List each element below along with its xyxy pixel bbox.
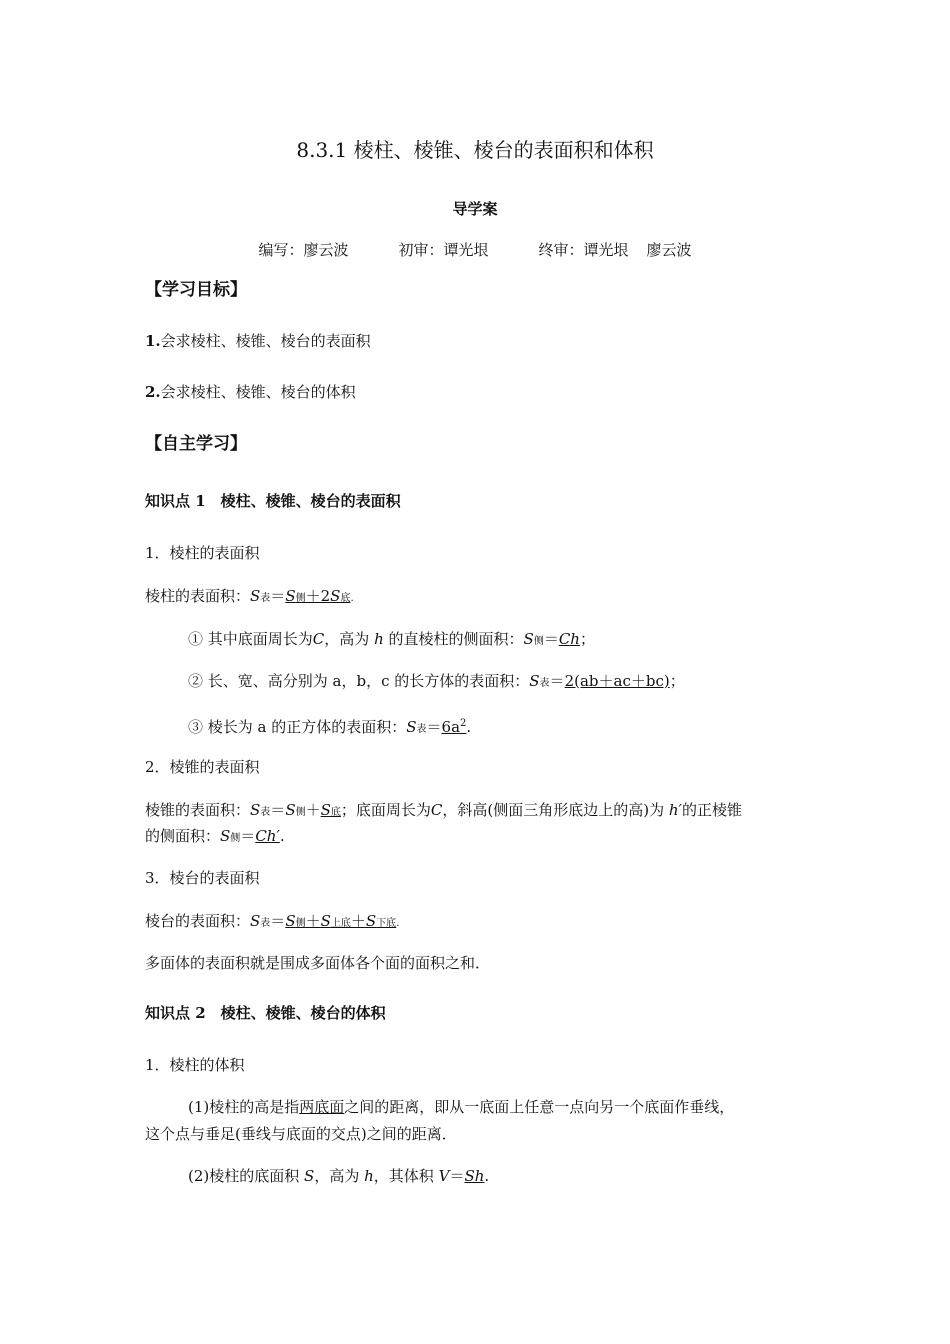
goal-item-2 xyxy=(145,382,356,402)
final-review-second: 廖云波 xyxy=(646,241,692,259)
prism-item-1: ① 其中底面周长为C，高为 h 的直棱柱的侧面积：S侧＝Ch； xyxy=(188,630,595,648)
prism-height-def-cont: 这个点与垂足(垂线与底面的交点)之间的距离． xyxy=(145,1125,457,1143)
goals-heading: 【学习目标】 xyxy=(145,280,247,300)
goal-number: 2. xyxy=(145,383,161,401)
surface-summary: 多面体的表面积就是围成多面体各个面的面积之和． xyxy=(145,954,491,972)
goal-item-1 xyxy=(145,331,371,351)
author: 编写：廖云波 xyxy=(258,241,349,259)
kp2-heading: 知识点 2 棱柱、棱锥、棱台的体积 xyxy=(145,1004,386,1022)
prism-height-def: (1)棱柱的高是指两底面之间的距离，即从一底面上任意一点向另一个底面作垂线， xyxy=(188,1098,735,1116)
prism-item-2: ② 长、宽、高分别为 a，b，c 的长方体的表面积：S表＝2(ab＋ac＋bc)； xyxy=(188,672,685,690)
prism-volume: (2)棱柱的底面积 S，高为 h，其体积 V＝Sh. xyxy=(188,1167,490,1185)
kp2-s1-title: 1．棱柱的体积 xyxy=(145,1056,245,1074)
page-subtitle: 导学案 xyxy=(452,200,498,218)
page-title: 8.3.1 棱柱、棱锥、棱台的表面积和体积 xyxy=(296,138,654,162)
prism-surface-formula: 棱柱的表面积：S表＝S侧＋2S底. xyxy=(145,587,354,605)
kp1-heading: 知识点 1 棱柱、棱锥、棱台的表面积 xyxy=(145,492,401,510)
prism-item-3: ③ 棱长为 a 的正方体的表面积：S表$=6a^2$. xyxy=(188,718,472,736)
frustum-surface-formula: 棱台的表面积：S表＝S侧＋S上底＋S下底. xyxy=(145,912,400,930)
staff-line xyxy=(0,240,950,260)
pyramid-surface-formula: 棱锥的表面积：S表＝S侧＋S底；底面周长为C，斜高(侧面三角形底边上的高)为 h′的正棱锥 xyxy=(145,801,742,819)
kp1-s2-title: 2．棱锥的表面积 xyxy=(145,758,260,776)
goal-text: 会求棱柱、棱锥、棱台的体积 xyxy=(160,383,356,401)
kp1-s3-title: 3．棱台的表面积 xyxy=(145,869,260,887)
goal-number: 1. xyxy=(145,332,161,350)
final-review: 终审：谭光垠 xyxy=(538,241,629,259)
goal-text: 会求棱柱、棱锥、棱台的表面积 xyxy=(160,332,371,350)
kp1-s1-title: 1．棱柱的表面积 xyxy=(145,544,260,562)
first-review: 初审：谭光垠 xyxy=(398,241,489,259)
self-study-heading: 【自主学习】 xyxy=(145,434,247,454)
pyramid-lateral-formula: 的侧面积：S侧＝Ch′. xyxy=(145,827,285,845)
